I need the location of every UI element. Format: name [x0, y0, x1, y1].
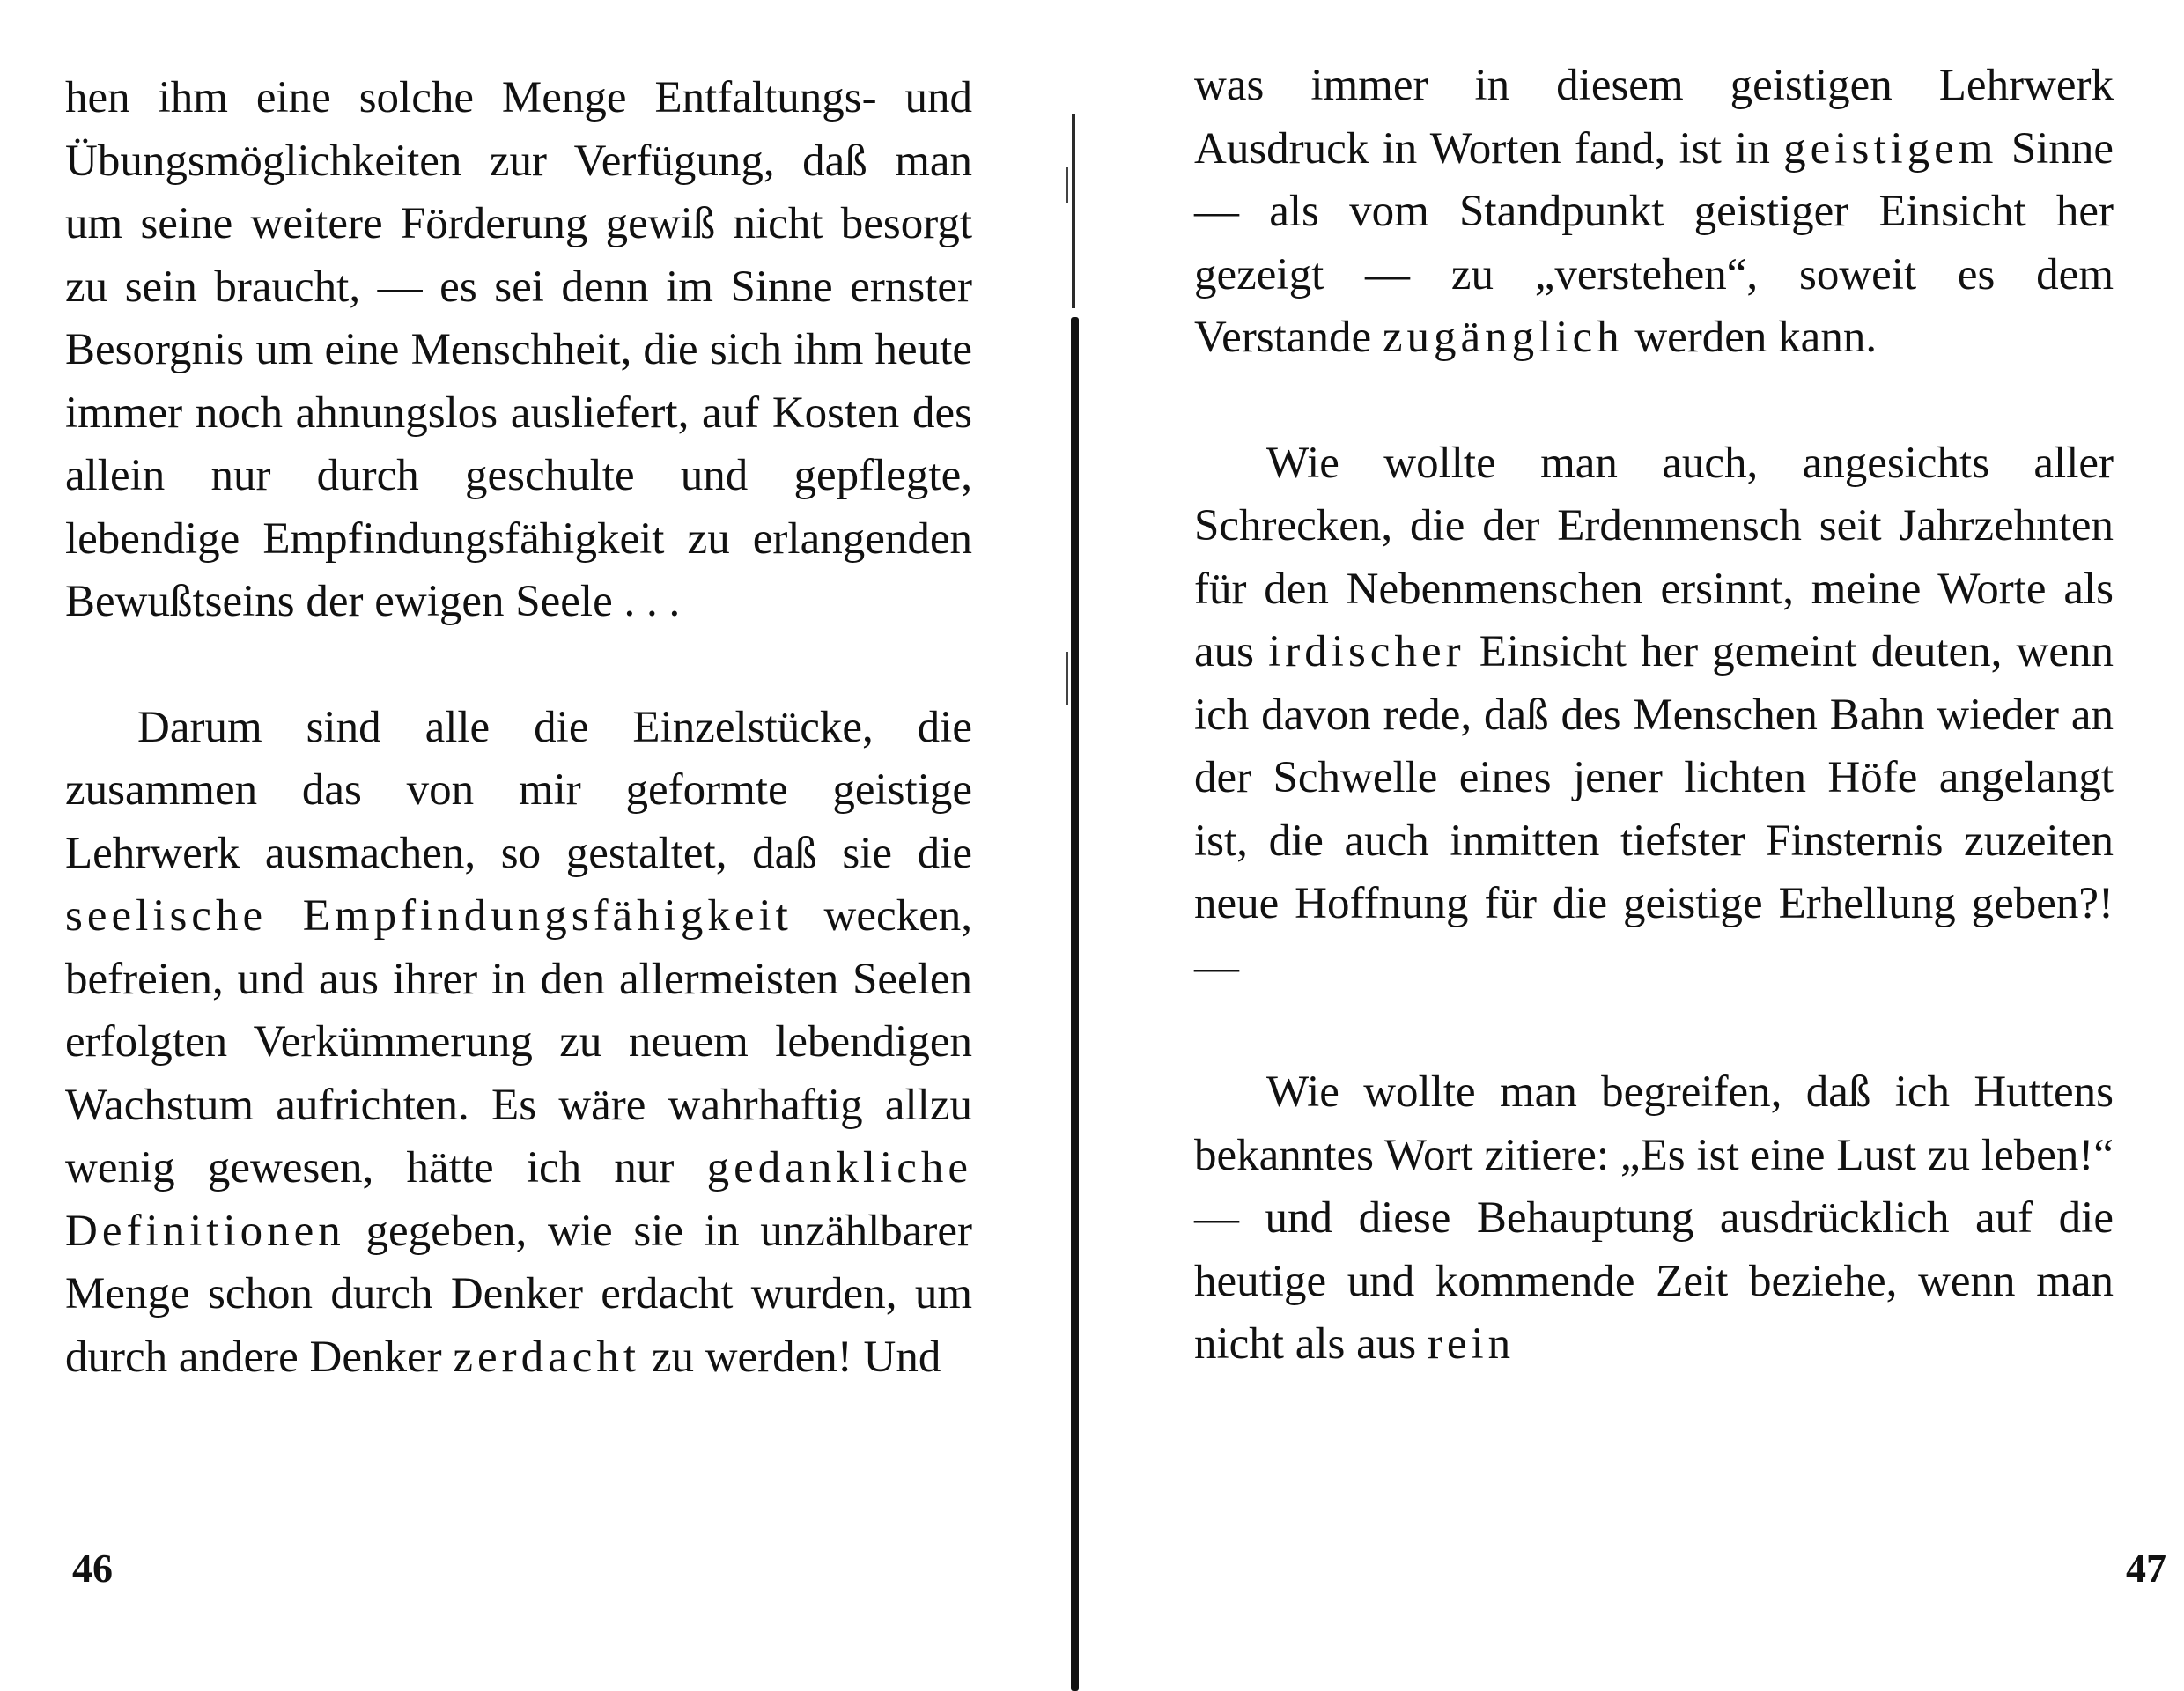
text-run: hen ihm eine solche Menge Entfaltungs- und Übungsmöglichkeiten zur Verfügung, daß man um seine weitere Förderung gewiß nicht besorgt zu sein braucht, — es sei denn im Sinne ernster Besorgnis um eine Menschheit, die sich ihm heute immer noch ahnungslos ausliefert, auf Kosten des allein nur durch geschulte und gepflegte, lebendige Empfindungsfähigkeit zu erlangenden Bewußtseins der ewigen Seele . . . — [65, 73, 972, 626]
text-run: gegeben, wie sie in unzählbarer Menge schon durch Denker erdacht wurden, um durch andere Denker — [65, 1206, 972, 1382]
right-page — [1145, 0, 2166, 1691]
emphasized-text: seelische Empfindungsfähigkeit — [65, 891, 793, 941]
text-run: Sinne — als vom Standpunkt geistiger Einsicht her gezeigt — zu „verstehen“, soweit es dem Verstande — [1194, 123, 2114, 362]
emphasized-text: rein — [1427, 1319, 1516, 1369]
page-number: 46 — [72, 1546, 113, 1591]
gutter-mark — [1066, 167, 1068, 203]
right-page-text — [1194, 55, 2114, 1377]
left-page-text — [65, 67, 972, 1389]
emphasized-text: irdischer — [1268, 627, 1465, 676]
text-run: wecken, befreien, und aus ihrer in den allermeisten Seelen erfolgten Verkümmerung zu neuem lebendigen Wachstum aufrichten. Es wäre wahrhaftig allzu wenig gewesen, hätte ich nur — [65, 891, 972, 1193]
text-run: Wie wollte man begreifen, daß ich Huttens bekanntes Wort zitiere: „Es ist eine Lust zu leben!“ — und diese Behauptung ausdrücklich auf die heutige und kommende Zeit beziehe, wenn man nicht als aus — [1194, 1067, 2114, 1369]
left-paragraph-2 — [65, 697, 972, 1390]
emphasized-text: zugänglich — [1382, 313, 1624, 362]
left-paragraph-1 — [65, 67, 972, 634]
right-paragraph-3 — [1194, 1061, 2114, 1377]
gutter-fold — [1071, 317, 1079, 1691]
right-paragraph-2 — [1194, 432, 2114, 1000]
gutter-mark — [1066, 652, 1068, 705]
text-run: was immer in diesem geistigen Lehrwerk Ausdruck in Worten fand, ist in — [1194, 61, 2114, 174]
emphasized-text: zerdacht — [453, 1332, 641, 1382]
text-run: zu werden! Und — [640, 1332, 941, 1382]
page-number: 47 — [2126, 1546, 2166, 1591]
book-gutter — [1053, 88, 1092, 1691]
text-run: Darum sind alle die Einzelstücke, die zusammen das von mir geformte geistige Lehrwerk ausmachen, so gestaltet, daß sie die — [65, 702, 972, 878]
left-page — [0, 0, 1022, 1691]
emphasized-text: gedankliche Definitionen — [65, 1143, 972, 1256]
text-run: Einsicht her gemeint deuten, wenn ich davon rede, daß des Menschen Bahn wieder an der Schwelle eines jener lichten Höfe angelangt ist, die auch inmitten tiefster Finsternis zuzeiten neue Hoffnung für die geistige Erhellung geben?! — — [1194, 627, 2114, 992]
emphasized-text: geistigem — [1783, 123, 1998, 174]
text-run: Wie wollte man auch, angesichts aller Schrecken, die der Erdenmensch seit Jahrzehnten für den Nebenmenschen ersinnt, meine Worte als aus — [1194, 438, 2114, 676]
gutter-shadow — [1072, 114, 1075, 308]
right-paragraph-1 — [1194, 55, 2114, 370]
text-run: werden kann. — [1623, 313, 1878, 362]
